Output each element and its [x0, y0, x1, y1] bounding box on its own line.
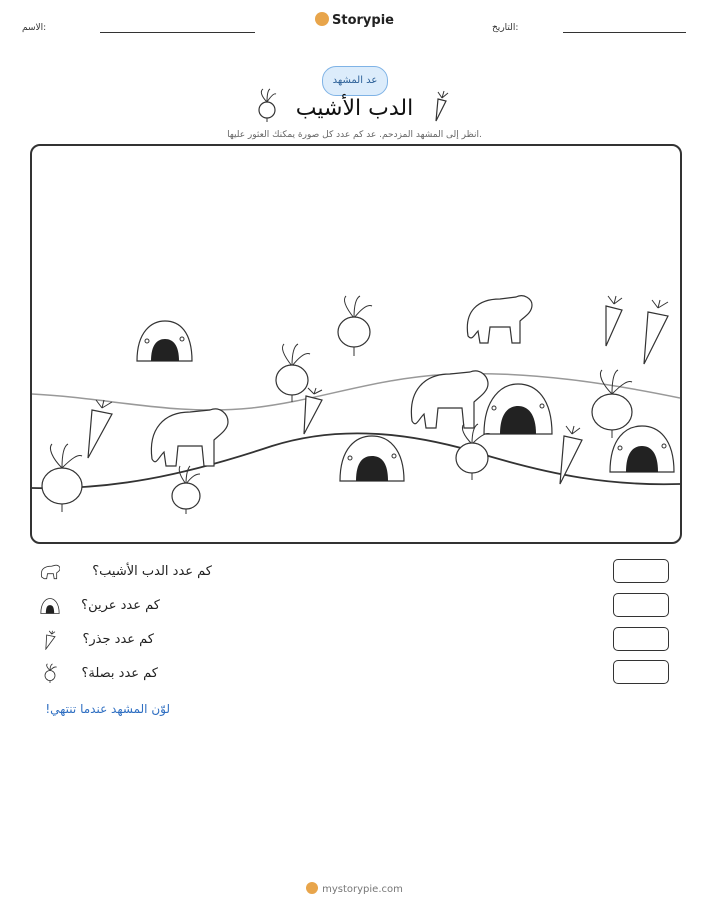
den-1 [137, 321, 192, 361]
question-row-4 [40, 663, 60, 687]
den-3 [484, 384, 552, 434]
carrot-1 [606, 296, 622, 346]
beet-2 [276, 344, 310, 402]
brand-logo [0, 12, 709, 28]
question-row-2 [40, 596, 60, 620]
answer-box-3[interactable] [613, 627, 669, 651]
grizzly-bear-2 [411, 371, 488, 428]
page-title: الدب الأشيب [295, 96, 414, 121]
color-instruction: لوّن المشهد عندما تنتهي! [45, 702, 170, 716]
date-line[interactable] [563, 32, 686, 33]
beet-1 [338, 296, 372, 356]
carrot-icon [40, 630, 60, 650]
answer-box-4[interactable] [613, 660, 669, 684]
carrot-3 [88, 400, 112, 458]
question-row-1 [40, 562, 60, 586]
instructions: انظر إلى المشهد المزدحم. عد كم عدد كل صورة يمكنك العثور عليها. [227, 130, 482, 140]
storypie-logo-icon [315, 12, 329, 26]
question-row-3 [40, 630, 60, 654]
question-2: كم عدد عرين؟ [81, 598, 160, 613]
site-footer [0, 882, 709, 895]
question-4: كم عدد بصلة؟ [81, 666, 158, 681]
grizzly-bear-1 [467, 296, 532, 343]
name-line[interactable] [100, 32, 255, 33]
scene-illustration [32, 146, 680, 542]
answer-box-2[interactable] [613, 593, 669, 617]
name-label: الاسم: [22, 23, 47, 33]
question-1: كم عدد الدب الأشيب؟ [92, 564, 212, 579]
date-label: التاريخ: [492, 23, 519, 33]
den-icon [40, 596, 60, 616]
den-2 [340, 436, 404, 481]
scene-badge: عد المشهد [322, 66, 388, 96]
beet-4 [42, 444, 82, 512]
grizzly-bear-3 [151, 409, 228, 466]
brand-name: Storypie [332, 13, 394, 28]
beet-icon [40, 663, 60, 683]
carrot-4 [304, 388, 322, 434]
site-url[interactable]: mystorypie.com [322, 884, 403, 895]
carrot-title-icon [430, 90, 450, 122]
storypie-footer-icon [306, 882, 318, 894]
den-4 [610, 426, 674, 472]
scene-panel [30, 144, 682, 544]
question-3: كم عدد جذر؟ [82, 632, 154, 647]
bear-icon [40, 562, 60, 582]
beet-3 [592, 370, 632, 438]
answer-box-1[interactable] [613, 559, 669, 583]
carrot-2 [644, 300, 668, 364]
